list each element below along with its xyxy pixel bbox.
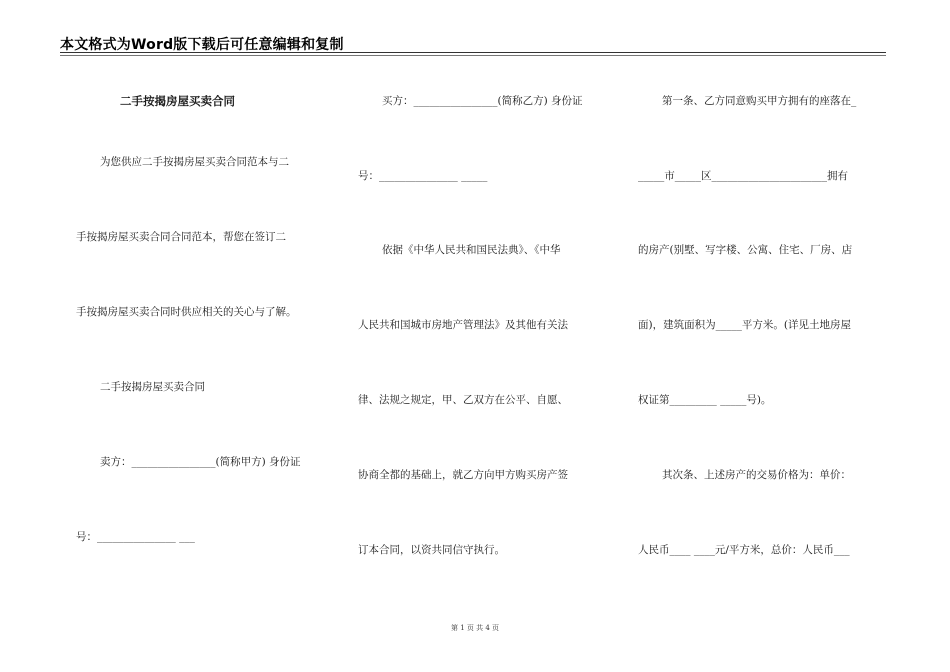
page-number: 第 1 页 共 4 页 xyxy=(450,624,500,632)
text-line: 依据《中华人民共和国民法典》、《中华 xyxy=(382,244,561,256)
text-line: 卖方：________________(简称甲方) 身份证 xyxy=(100,456,301,468)
text-line: _____市_____区______________________拥有 xyxy=(638,170,848,182)
text-line: 协商全都的基础上，就乙方向甲方购买房产签 xyxy=(358,469,568,481)
column-right xyxy=(638,60,888,620)
document-header: 本文格式为Word版下载后可任意编辑和复制 xyxy=(60,37,344,53)
text-line: 手按揭房屋买卖合同合同范本，帮您在签订二 xyxy=(76,231,286,243)
text-line: 面)，建筑面积为_____平方米。(详见土地房屋 xyxy=(638,319,851,331)
text-line: 为您供应二手按揭房屋买卖合同范本与二 xyxy=(100,156,289,168)
text-line: 律、法规之规定，甲、乙双方在公平、自愿、 xyxy=(358,394,568,406)
text-line: 买方：________________(简称乙方) 身份证 xyxy=(382,95,583,107)
column-middle xyxy=(358,60,608,620)
text-line: 其次条、上述房产的交易价格为：单价： xyxy=(662,469,851,481)
column-left xyxy=(76,60,326,620)
document-title: 二手按揭房屋买卖合同 xyxy=(120,94,235,108)
text-line: 订本合同，以资共同信守执行。 xyxy=(358,544,505,556)
header-rule xyxy=(60,52,886,53)
text-line: 第一条、乙方同意购买甲方拥有的座落在_ xyxy=(662,95,857,107)
header-rule-thin xyxy=(60,55,886,56)
text-line: 权证第_________ _____号)。 xyxy=(638,394,772,406)
text-line: 号：_______________ _____ xyxy=(358,170,488,182)
text-line: 人民共和国城市房地产管理法》及其他有关法 xyxy=(358,319,568,331)
text-line: 人民币____ ____元/平方米，总价：人民币___ xyxy=(638,544,850,556)
text-line: 手按揭房屋买卖合同时供应相关的关心与了解。 xyxy=(76,306,297,318)
text-line: 二手按揭房屋买卖合同 xyxy=(100,381,205,393)
text-line: 号：_______________ ___ xyxy=(76,531,195,543)
text-line: 的房产(别墅、写字楼、公寓、住宅、厂房、店 xyxy=(638,244,853,256)
